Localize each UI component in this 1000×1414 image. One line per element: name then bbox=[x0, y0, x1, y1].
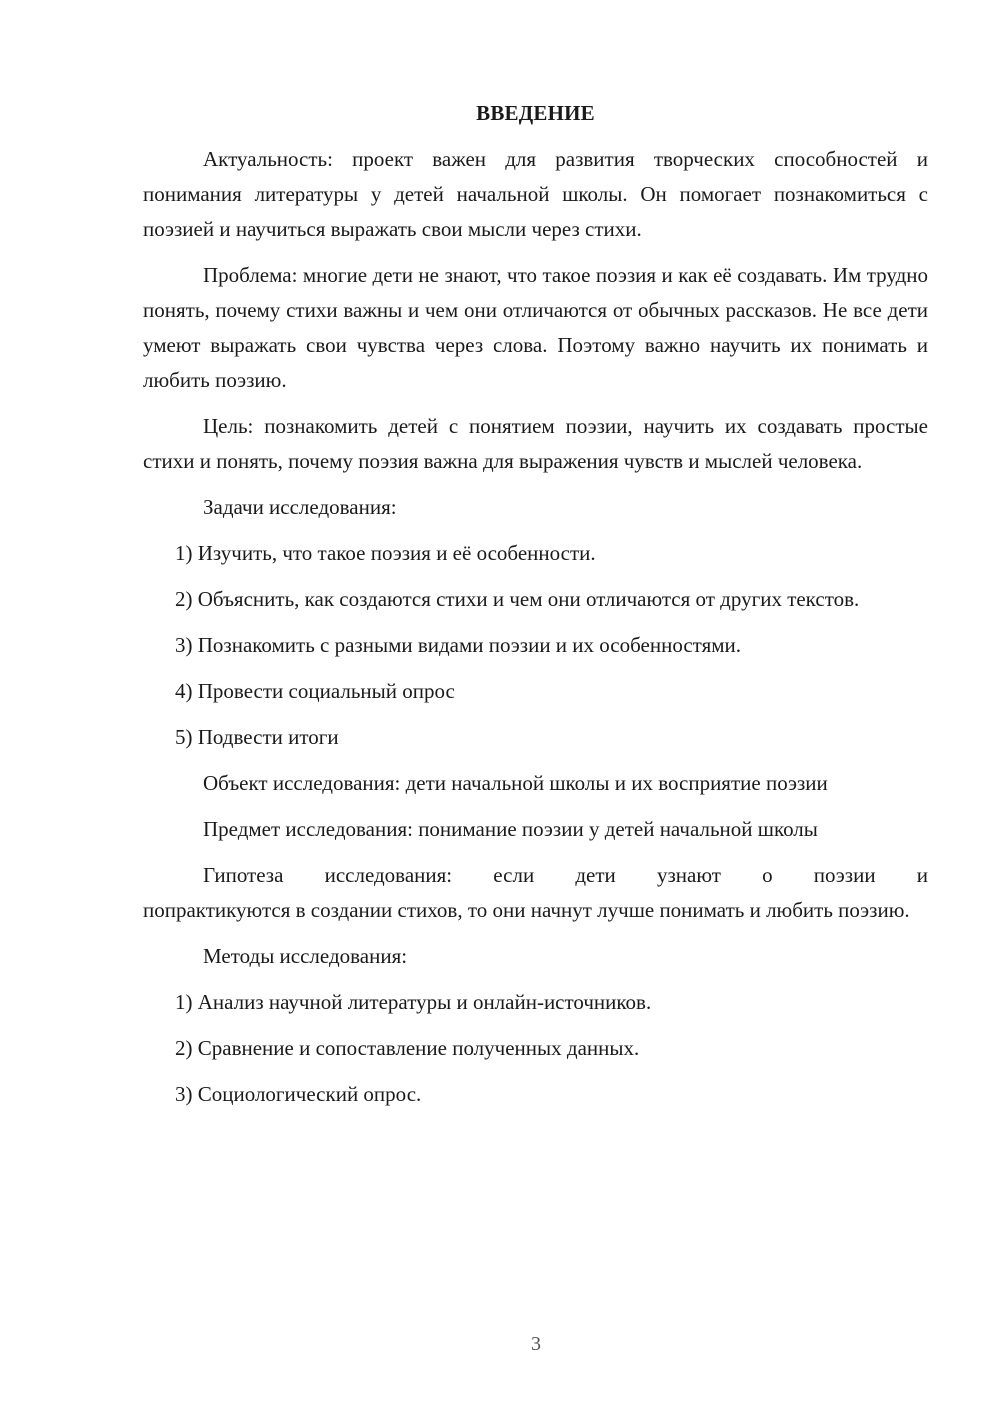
tasks-list bbox=[143, 536, 928, 755]
section-title: ВВЕДЕНИЕ bbox=[476, 101, 595, 125]
list-item: 3) Социологический опрос. bbox=[175, 1082, 422, 1106]
list-item: 2) Сравнение и сопоставление полученных данных. bbox=[175, 1036, 640, 1060]
methods-heading: Методы исследования: bbox=[203, 944, 408, 968]
document-page bbox=[143, 96, 928, 1123]
subject-paragraph: Предмет исследования: понимание поэзии у детей начальной школы bbox=[203, 817, 818, 841]
problem-paragraph: Проблема: многие дети не знают, что такое поэзия и как её создавать. Им трудно понять, почему стихи важны и чем они отличаются от обычных рассказов. Не все дети умеют выражать свои чувства через слова. Поэтому важно научить их понимать и любить поэзию. bbox=[143, 263, 928, 392]
list-item: 1) Изучить, что такое поэзия и её особенности. bbox=[175, 541, 596, 565]
methods-list bbox=[143, 985, 928, 1112]
hypothesis-paragraph bbox=[143, 858, 928, 928]
tasks-heading: Задачи исследования: bbox=[203, 495, 397, 519]
list-item: 4) Провести социальный опрос bbox=[175, 679, 455, 703]
relevance-paragraph: Актуальность: проект важен для развития творческих способностей и понимания литературы у детей начальной школы. Он помогает познакомиться с поэзией и научиться выражать свои мысли через стихи. bbox=[143, 147, 928, 241]
hypothesis-rest: попрактикуются в создании стихов, то они начнут лучше понимать и любить поэзию. bbox=[143, 898, 910, 922]
hypothesis-line-1: Гипотеза исследования: если дети узнают о поэзии и bbox=[203, 863, 928, 887]
object-paragraph: Объект исследования: дети начальной школы и их восприятие поэзии bbox=[203, 771, 828, 795]
list-item: 3) Познакомить с разными видами поэзии и их особенностями. bbox=[175, 633, 742, 657]
list-item: 2) Объяснить, как создаются стихи и чем они отличаются от других текстов. bbox=[175, 587, 860, 611]
list-item: 1) Анализ научной литературы и онлайн-источников. bbox=[175, 990, 652, 1014]
goal-paragraph: Цель: познакомить детей с понятием поэзии, научить их создавать простые стихи и понять, почему поэзия важна для выражения чувств и мыслей человека. bbox=[143, 414, 928, 473]
list-item: 5) Подвести итоги bbox=[175, 725, 339, 749]
page-number: 3 bbox=[531, 1333, 541, 1355]
